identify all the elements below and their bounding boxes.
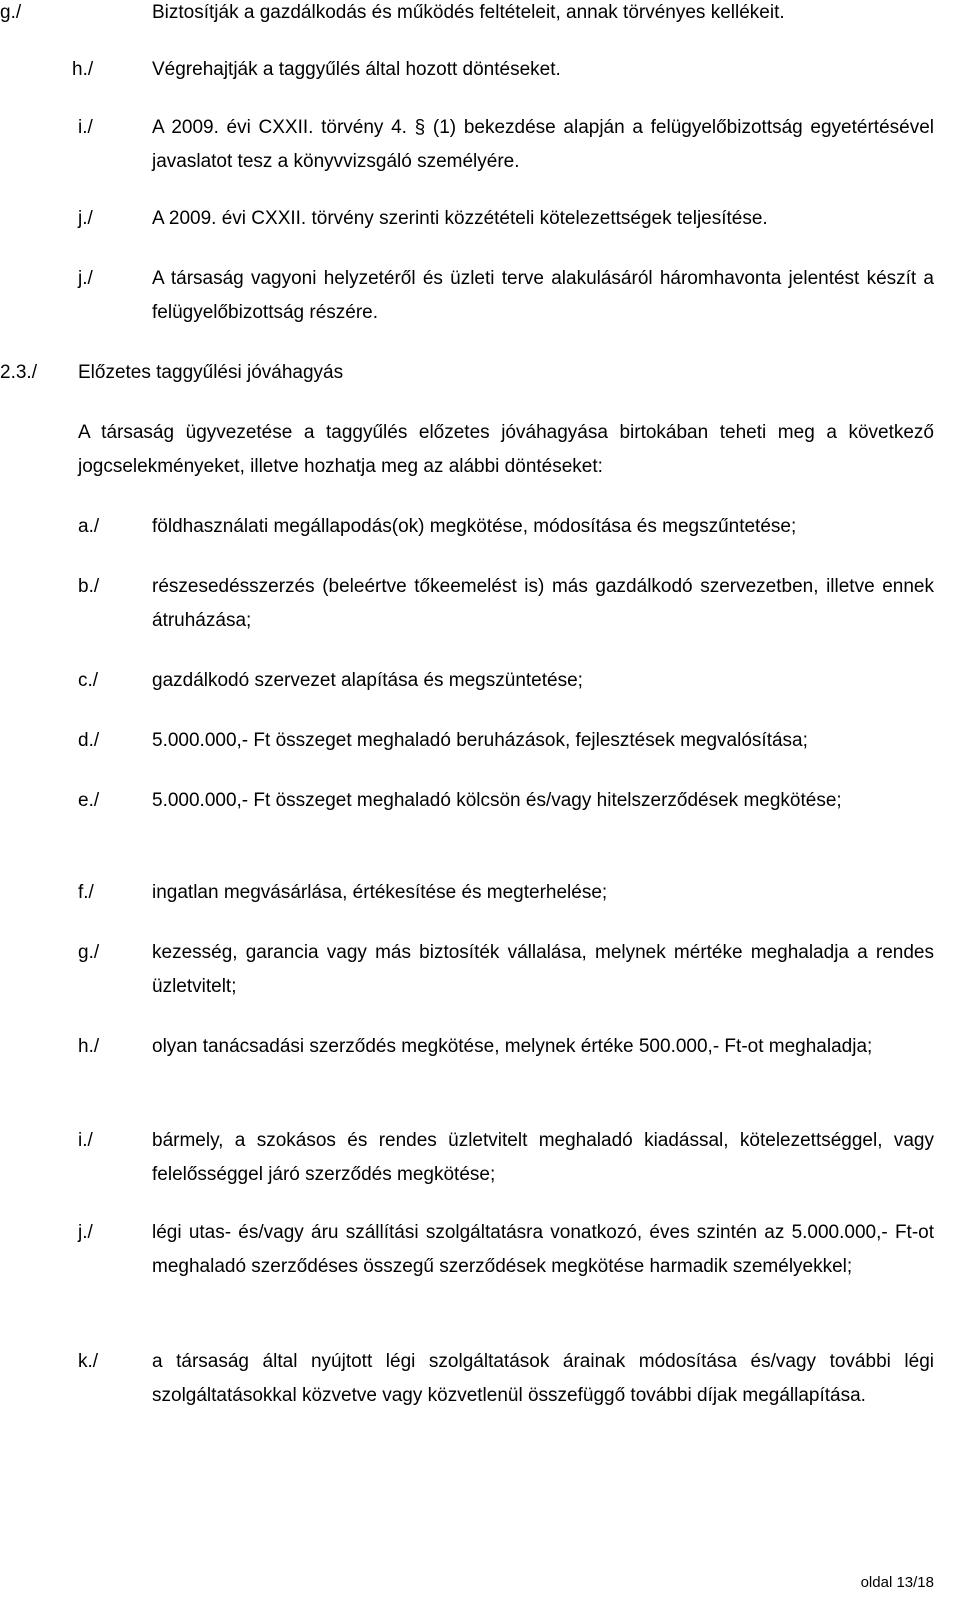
- item-label: f./: [78, 882, 94, 903]
- item-text: a társaság által nyújtott légi szolgáltatások árainak módosítása és/vagy további légi szolgáltatásokkal közvetve vagy közvetlenül összefüggő további díjak megállapítása.: [152, 1351, 934, 1406]
- item-label: b./: [78, 576, 100, 597]
- item-label: i./: [78, 117, 93, 138]
- page-number: oldal 13/18: [860, 1574, 934, 1591]
- item-label: a./: [78, 516, 100, 537]
- section-intro: A társaság ügyvezetése a taggyűlés előzetes jóváhagyása birtokában teheti meg a következő jogcselekményeket, illetve hozhatja meg az alábbi döntéseket:: [78, 422, 934, 477]
- item-label: c./: [78, 670, 99, 691]
- item-text: kezesség, garancia vagy más biztosíték vállalása, melynek mértéke meghaladja a rendes üzletvitelt;: [152, 942, 934, 997]
- item-label: k./: [78, 1351, 99, 1372]
- item-text: olyan tanácsadási szerződés megkötése, melynek értéke 500.000,- Ft-ot meghaladja;: [152, 1036, 873, 1057]
- item-label: j./: [78, 1222, 93, 1243]
- item-label: j./: [78, 208, 93, 229]
- item-text: földhasználati megállapodás(ok) megkötése, módosítása és megszűntetése;: [152, 516, 797, 537]
- item-label: e./: [78, 790, 100, 811]
- item-label: i./: [78, 1130, 93, 1151]
- item-text: 5.000.000,- Ft összeget meghaladó beruházások, fejlesztések megvalósítása;: [152, 730, 808, 751]
- item-text: 5.000.000,- Ft összeget meghaladó kölcsön és/vagy hitelszerződések megkötése;: [152, 790, 842, 811]
- item-text: Végrehajtják a taggyűlés által hozott döntéseket.: [152, 59, 561, 80]
- item-label: g./: [0, 2, 22, 23]
- item-text: A társaság vagyoni helyzetéről és üzleti terve alakulásáról háromhavonta jelentést készít a felügyelőbizottság részére.: [152, 268, 934, 323]
- item-label: h./: [78, 1036, 100, 1057]
- item-label: j./: [78, 268, 93, 289]
- section-number: 2.3./: [0, 362, 37, 383]
- section-title: Előzetes taggyűlési jóváhagyás: [78, 362, 344, 383]
- item-text: A 2009. évi CXXII. törvény 4. § (1) bekezdése alapján a felügyelőbizottság egyetértésével javaslatot tesz a könyvvizsgáló személyére.: [152, 117, 934, 172]
- item-text: A 2009. évi CXXII. törvény szerinti közzétételi kötelezettségek teljesítése.: [152, 208, 768, 229]
- item-text: bármely, a szokásos és rendes üzletvitelt meghaladó kiadással, kötelezettséggel, vagy felelősséggel járó szerződés megkötése;: [152, 1130, 934, 1185]
- item-text: ingatlan megvásárlása, értékesítése és megterhelése;: [152, 882, 608, 903]
- item-text: részesedésszerzés (beleértve tőkeemelést is) más gazdálkodó szervezetben, illetve ennek átruházása;: [152, 576, 934, 631]
- item-text: gazdálkodó szervezet alapítása és megszüntetése;: [152, 670, 583, 691]
- item-label: h./: [72, 59, 94, 80]
- item-label: g./: [78, 942, 100, 963]
- item-label: d./: [78, 730, 100, 751]
- item-text: légi utas- és/vagy áru szállítási szolgáltatásra vonatkozó, éves szintén az 5.000.000,- Ft-ot meghaladó szerződéses összegű szerződések megkötése harmadik személyekkel;: [152, 1222, 934, 1277]
- item-text: Biztosítják a gazdálkodás és működés feltételeit, annak törvényes kellékeit.: [152, 2, 785, 23]
